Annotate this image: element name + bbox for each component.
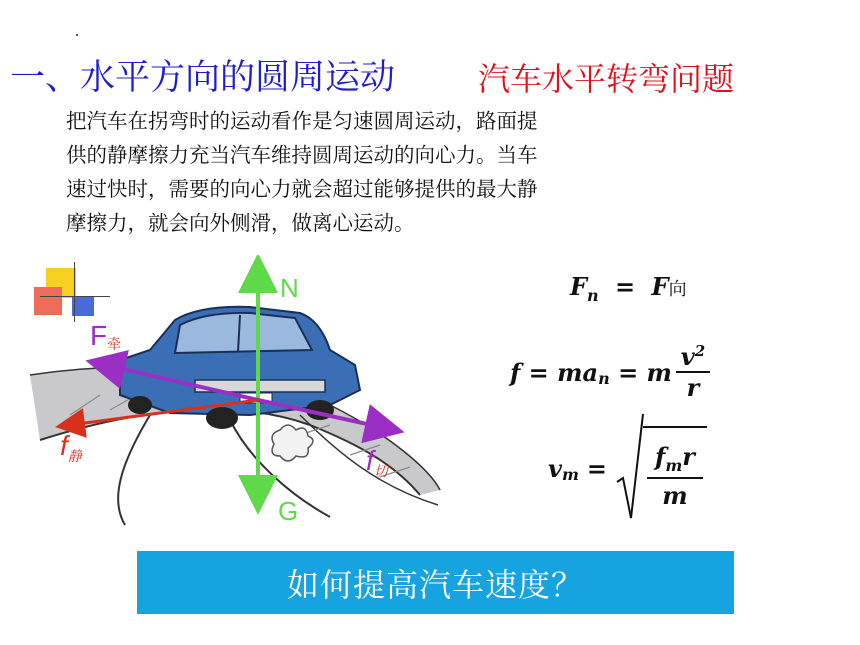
label-f-jing-main: f (60, 430, 68, 461)
topic-title: 汽车水平转弯问题 (478, 60, 735, 98)
f2-numerator: $v^2$ (680, 342, 706, 371)
f3-fraction (643, 426, 707, 510)
label-g: G (278, 496, 299, 526)
sqrt-sign (615, 412, 645, 524)
label-f-jing-sub: 静 (67, 448, 82, 464)
label-f-qian-main: F (90, 320, 108, 351)
f3-lhs: v (548, 453, 562, 483)
f3-denominator: m (662, 480, 688, 510)
car-roof (175, 313, 312, 353)
f2-sub: n (598, 368, 610, 388)
f3-fraction-bar (647, 477, 703, 479)
paragraph-line-1: 把汽车在拐弯时的运动看作是匀速圆周运动，路面提 (66, 109, 538, 133)
road-edge-left (118, 415, 150, 525)
f2-fraction (676, 342, 710, 402)
car-wheel-front (128, 396, 152, 414)
dust-cloud (272, 425, 313, 461)
label-n: N (280, 273, 299, 303)
question-banner (137, 551, 734, 614)
f1-lhs: F (570, 272, 588, 301)
label-f-qian (90, 320, 121, 352)
f2-denominator: r (686, 373, 700, 402)
label-f-jing (60, 430, 84, 464)
decorative-dot (76, 34, 78, 36)
f3-numerator: $f_mr$ (655, 442, 695, 475)
section-title: 一、水平方向的圆周运动 (10, 58, 396, 98)
f1-eq: = (615, 272, 636, 301)
f3-lhs-sub: m (561, 464, 579, 484)
banner-text: 如何提高汽车速度？ (286, 565, 584, 604)
label-f-qian-sub: 牵 (107, 336, 122, 352)
f1-rhs: F (651, 272, 669, 301)
label-f-qie-main: f (366, 445, 374, 476)
f2-mid: = m (609, 357, 672, 387)
paragraph-line-2: 供的静摩擦力充当汽车维持圆周运动的向心力。当车 (66, 143, 538, 167)
f1-rhs-sub: 向 (668, 279, 687, 300)
car-wheel-left (206, 407, 238, 429)
f2-text: f = ma (510, 357, 599, 387)
formula-fn-equals-f (570, 272, 687, 305)
paragraph-line-3: 速过快时，需要的向心力就会超过能够提供的最大静 (66, 177, 538, 201)
explanation-paragraph (66, 104, 746, 240)
car-turning-illustration (0, 255, 470, 530)
paragraph-line-4: 摩擦力，就会向外侧滑，做离心运动。 (66, 211, 415, 235)
formula-friction (510, 342, 710, 402)
f1-lhs-sub: n (587, 285, 599, 305)
label-f-qie-sub: 切 (373, 463, 388, 479)
formula-max-speed (548, 412, 707, 524)
f3-eq: = (586, 453, 607, 483)
